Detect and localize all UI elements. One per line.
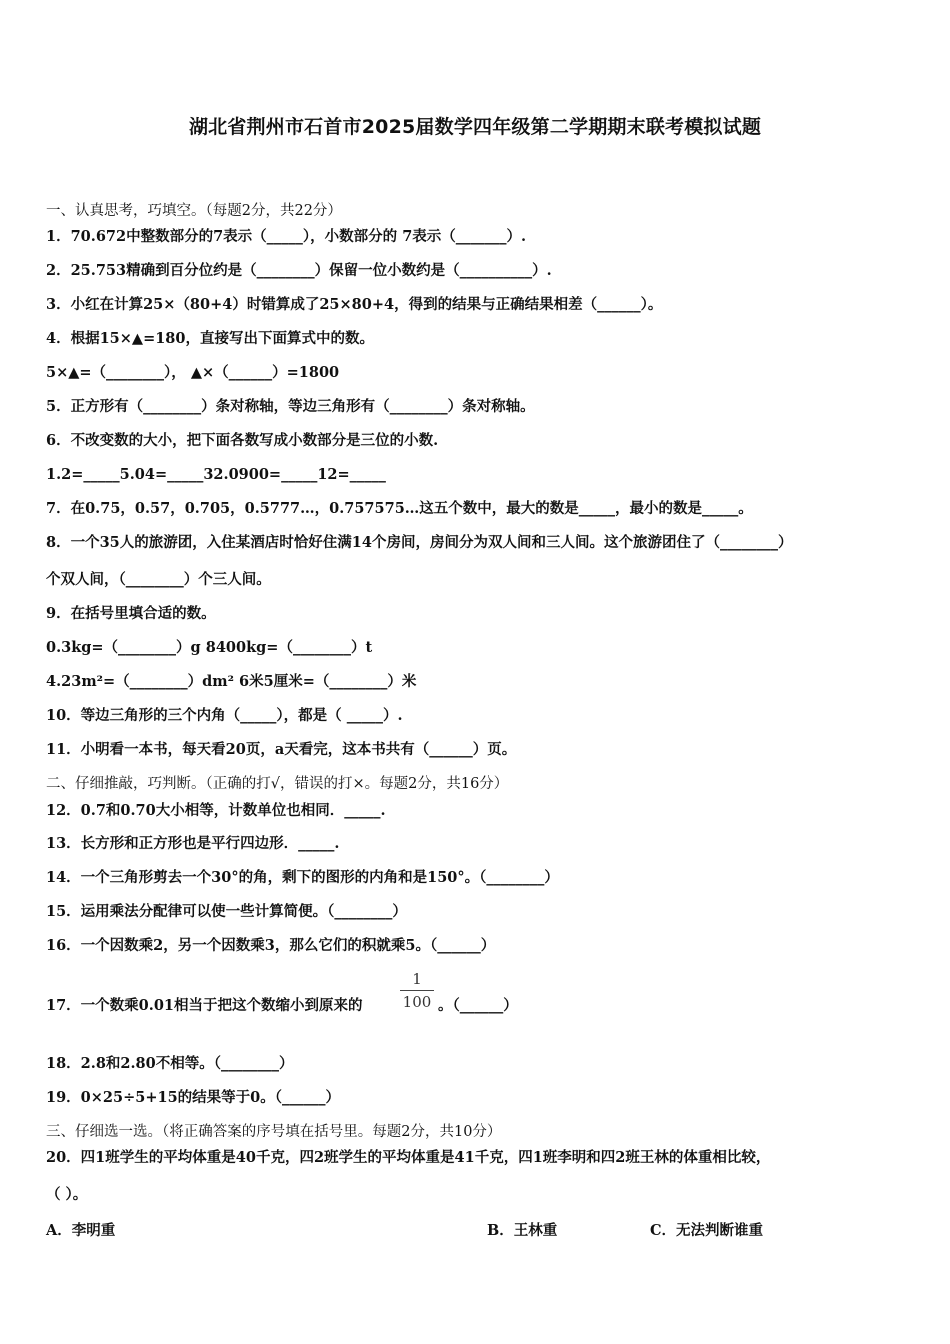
fraction-one-hundredth: [398, 970, 436, 1011]
question-17-tail: 。（______）: [438, 997, 518, 1014]
question-20: 20．四1班学生的平均体重是40千克，四2班学生的平均体重是41千克，四1班李明和四2班王林的体重相比较，: [46, 1149, 771, 1166]
section-3-heading: 三、仔细选一选。（将正确答案的序号填在括号里。每题2分，共10分）: [46, 1124, 502, 1140]
question-1: 1．70.672中整数部分的7表示（_____），小数部分的 7表示（_______）.: [46, 228, 527, 245]
question-11: 11．小明看一本书，每天看20页，a天看完，这本书共有（______）页。: [46, 741, 517, 758]
question-16: 16．一个因数乘2，另一个因数乘3，那么它们的积就乘5。（______）: [46, 937, 496, 954]
question-4-blanks: 5×▲=（________）， ▲×（______）=1800: [46, 364, 340, 381]
section-2-heading: 二、仔细推敲，巧判断。（正确的打√，错误的打×。每题2分，共16分）: [46, 776, 509, 792]
question-9-row-1: 0.3kg=（________）g 8400kg=（________）t: [46, 639, 373, 656]
question-4: 4．根据15×▲=180，直接写出下面算式中的数。: [46, 330, 374, 347]
question-6-blanks: 1.2=_____5.04=_____32.0900=_____12=_____: [46, 466, 386, 483]
question-14: 14．一个三角形剪去一个30°的角，剩下的图形的内角和是150°。（________）: [46, 869, 559, 886]
option-a: A．李明重: [46, 1222, 116, 1239]
question-2: 2．25.753精确到百分位约是（________）保留一位小数约是（__________）.: [46, 262, 552, 279]
question-8-continued: 个双人间，（________）个三人间。: [46, 571, 271, 588]
question-18: 18．2.8和2.80不相等。（________）: [46, 1055, 294, 1072]
question-20-answer-blank: （ ）。: [46, 1186, 88, 1203]
question-15: 15．运用乘法分配律可以使一些计算简便。（________）: [46, 903, 407, 920]
question-9: 9．在括号里填合适的数。: [46, 605, 216, 622]
question-10: 10．等边三角形的三个内角（_____），都是（ _____）.: [46, 707, 403, 724]
question-17: 17．一个数乘0.01相当于把这个数缩小到原来的: [46, 997, 363, 1014]
section-1-heading: 一、认真思考，巧填空。（每题2分，共22分）: [46, 203, 342, 219]
question-9-row-2: 4.23m²=（________）dm² 6米5厘米=（________）米: [46, 673, 417, 690]
question-8: 8．一个35人的旅游团，入住某酒店时恰好住满14个房间，房间分为双人间和三人间。这个旅游团住了（________）: [46, 534, 793, 551]
option-b: B．王林重: [487, 1222, 558, 1239]
question-12: 12．0.7和0.70大小相等，计数单位也相同．_____.: [46, 802, 386, 819]
fraction-bar: [400, 990, 434, 991]
fraction-numerator: 1: [412, 970, 422, 988]
option-c: C．无法判断谁重: [650, 1222, 764, 1239]
question-3: 3．小红在计算25×（80+4）时错算成了25×80+4，得到的结果与正确结果相差（______）。: [46, 296, 663, 313]
question-6: 6．不改变数的大小，把下面各数写成小数部分是三位的小数.: [46, 432, 439, 449]
page-title: 湖北省荆州市石首市2025届数学四年级第二学期期末联考模拟试题: [188, 116, 762, 138]
question-7: 7．在0.75，0.57，0.705，0.5777…，0.757575…这五个数中，最大的数是_____，最小的数是_____。: [46, 500, 753, 517]
question-19: 19．0×25÷5+15的结果等于0。（______）: [46, 1089, 340, 1106]
question-13: 13．长方形和正方形也是平行四边形．_____.: [46, 835, 340, 852]
fraction-denominator: 100: [402, 993, 432, 1011]
question-5: 5．正方形有（________）条对称轴，等边三角形有（________）条对称轴。: [46, 398, 535, 415]
